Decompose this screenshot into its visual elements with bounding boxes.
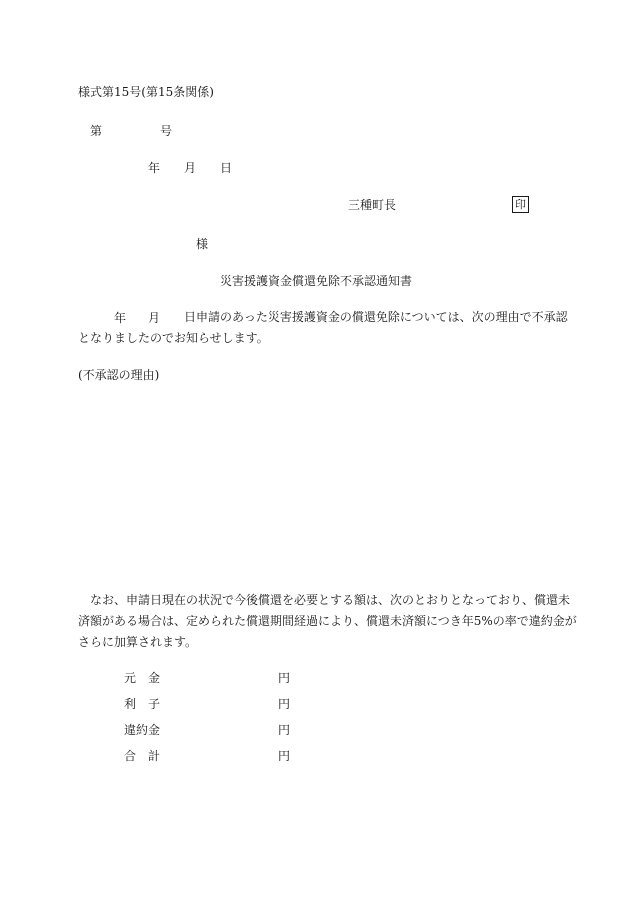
amount-label-principal: 元 金: [124, 671, 161, 685]
amount-label-total: 合 計: [124, 749, 161, 763]
document-title: 災害援護資金償還免除不承認通知書: [220, 274, 413, 288]
doc-number-prefix: 第: [90, 124, 103, 138]
date-year: 年: [148, 161, 161, 175]
amount-unit-principal: 円: [278, 671, 291, 685]
date-month: 月: [184, 161, 197, 175]
amount-unit-interest: 円: [278, 697, 291, 711]
reason-label: (不承認の理由): [78, 368, 160, 382]
doc-number-suffix: 号: [160, 124, 173, 138]
recipient-suffix: 様: [196, 237, 209, 251]
sender-name: 三種町長: [348, 198, 397, 212]
amount-label-interest: 利 子: [124, 697, 161, 711]
body-month: 月: [148, 311, 161, 325]
date-day: 日: [220, 161, 233, 175]
form-number: 様式第15号(第15条関係): [78, 85, 214, 99]
amount-label-penalty: 違約金: [124, 723, 161, 737]
amount-unit-penalty: 円: [278, 723, 291, 737]
body-text: 日申請のあった災害援護資金の償還免除については、次の理由で不承認となりましたのでお知らせします。: [78, 310, 568, 345]
body-year: 年: [114, 311, 127, 325]
note-paragraph: なお、申請日現在の状況で今後償還を必要とする額は、次のとおりとなっており、償還未済額がある場合は、定められた償還期間経過により、償還未済額につき年5%の率で違約金がさらに加算されます。: [78, 593, 577, 649]
seal-stamp: 印: [512, 196, 529, 213]
amount-unit-total: 円: [278, 749, 291, 763]
